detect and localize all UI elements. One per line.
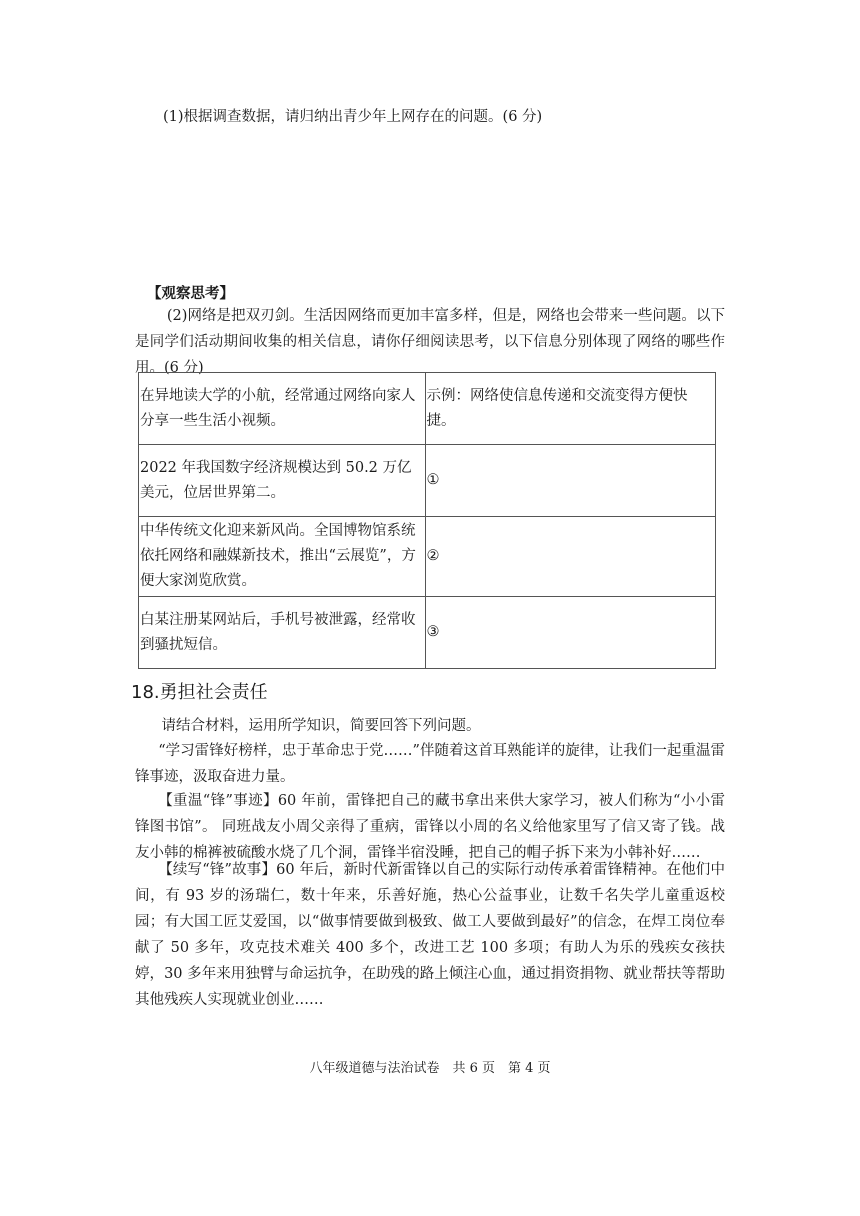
info-table — [138, 372, 716, 669]
question-2: (2)网络是把双刃剑。生活因网络而更加丰富多样，但是，网络也会带来一些问题。以下是同学们活动期间收集的相关信息，请你仔细阅读思考，以下信息分别体现了网络的哪些作用。(6 分) — [135, 308, 725, 376]
material-song: “学习雷锋好榜样，忠于革命忠于党……”伴随着这首耳熟能详的旋律，让我们一起重温雷锋事迹，汲取奋进力量。 — [135, 743, 725, 785]
table-row — [139, 597, 716, 669]
table-row — [139, 517, 716, 597]
table-cell-info: 白某注册某网站后，手机号被泄露，经常收到骚扰短信。 — [139, 597, 426, 669]
material-continue: 【续写“锋”故事】60 年后，新时代新雷锋以自己的实际行动传承着雷锋精神。在他们中间，有 93 岁的汤瑞仁，数十年来，乐善好施，热心公益事业，让数千名失学儿童重返校园；有大国工匠艾爱国，以“做事情要做到极致、做工人要做到最好”的信念，在焊工岗位奉献了 50 多年，攻克技术难关 400 多个，改进工艺 100 多项；有助人为乐的残疾女孩扶婷，30 多年来用独臂与命运抗争，在助残的路上倾注心血，通过捐资捐物、就业帮扶等帮助其他残疾人实现就业创业…… — [135, 862, 725, 1008]
table-row — [139, 445, 716, 517]
table-cell-answer: 示例：网络使信息传递和交流变得方便快捷。 — [425, 373, 715, 445]
table-row — [139, 373, 716, 445]
question-18-title: 18.勇担社会责任 — [131, 682, 268, 703]
page-footer: 八年级道德与法治试卷 共 6 页 第 4 页 — [309, 1061, 551, 1076]
table-cell-answer: ② — [425, 517, 715, 597]
table-cell-answer: ③ — [425, 597, 715, 669]
table-cell-info: 中华传统文化迎来新风尚。全国博物馆系统依托网络和融媒新技术，推出“云展览”，方便大家浏览欣赏。 — [139, 517, 426, 597]
table-cell-info: 2022 年我国数字经济规模达到 50.2 万亿美元，位居世界第二。 — [139, 445, 426, 517]
question-18-intro: 请结合材料，运用所学知识，简要回答下列问题。 — [161, 718, 481, 734]
section-label: 【观察思考】 — [147, 285, 234, 302]
table-cell-info: 在异地读大学的小航，经常通过网络向家人分享一些生活小视频。 — [139, 373, 426, 445]
material-review: 【重温“锋”事迹】60 年前，雷锋把自己的藏书拿出来供大家学习，被人们称为“小小雷锋图书馆”。 同班战友小周父亲得了重病，雷锋以小周的名义给他家里写了信又寄了钱。战友小韩的棉裤被硫酸水烧了几个洞，雷锋半宿没睡，把自己的帽子拆下来为小韩补好…… — [135, 793, 725, 861]
question-1: (1)根据调查数据，请归纳出青少年上网存在的问题。(6 分) — [163, 109, 543, 125]
table-cell-answer: ① — [425, 445, 715, 517]
